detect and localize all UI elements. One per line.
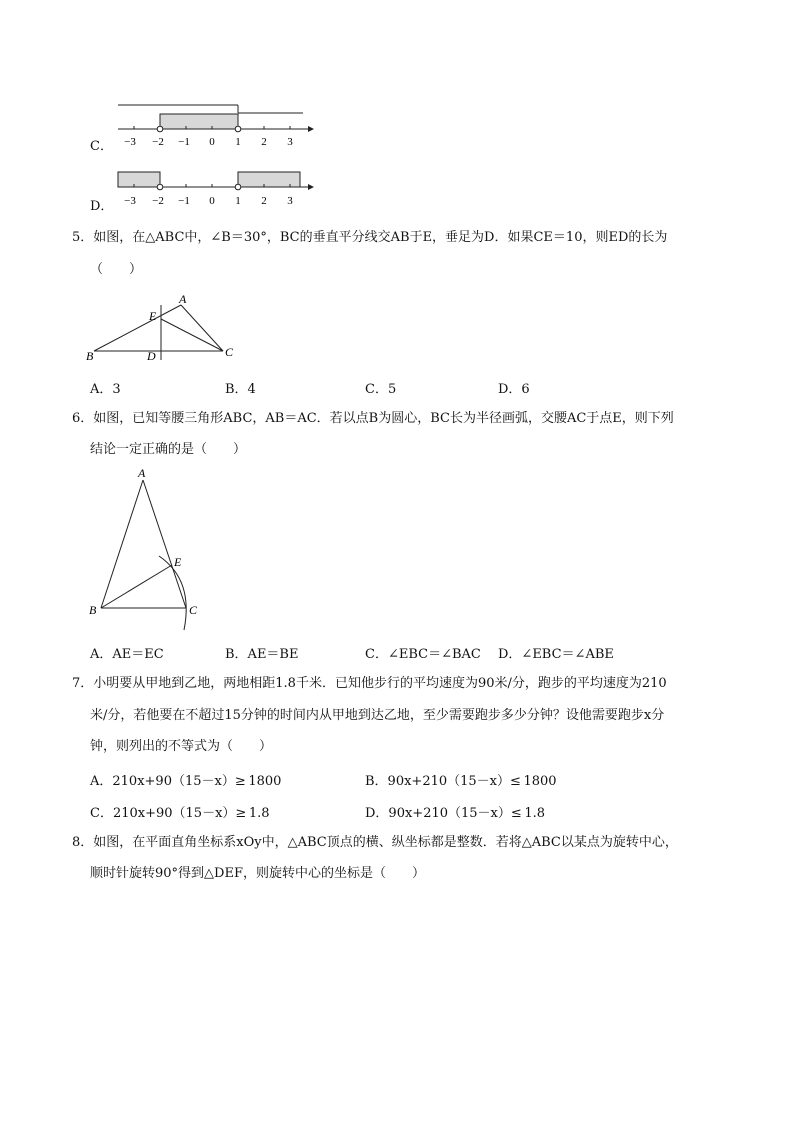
q7-option-a[interactable]: A．210x+90（15－x）≥ 1800 bbox=[90, 774, 282, 789]
q5-option-b[interactable]: B．4 bbox=[225, 382, 256, 397]
q8-stem-line2: 顺时针旋转90°得到△DEF，则旋转中心的坐标是（ ） bbox=[90, 866, 425, 881]
q7-option-c[interactable]: C．210x+90（15－x）≥ 1.8 bbox=[90, 806, 270, 821]
label-C: C bbox=[189, 603, 198, 617]
tick-label: 1 bbox=[235, 136, 241, 148]
option-c-open-point-neg2 bbox=[157, 126, 163, 132]
q6-stem-line2: 结论一定正确的是（ ） bbox=[90, 442, 247, 457]
label-E: E bbox=[149, 309, 157, 323]
label-C: C bbox=[225, 345, 234, 359]
tick-label: 0 bbox=[209, 136, 215, 148]
q6-stem-line1: 6．如图，已知等腰三角形ABC，AB＝AC．若以点B为圆心，BC长为半径画弧，交腰AC于点E，则下列 bbox=[72, 411, 674, 426]
q6-option-b[interactable]: B．AE＝BE bbox=[225, 647, 299, 662]
tick-label: 0 bbox=[209, 195, 215, 207]
option-c-arrow bbox=[308, 126, 314, 132]
segment-AB bbox=[101, 480, 143, 608]
segment-AC bbox=[143, 480, 186, 608]
q5-stem-line2: （ ） bbox=[90, 262, 143, 277]
q5-option-d[interactable]: D．6 bbox=[498, 382, 530, 397]
option-d-shaded-right bbox=[238, 172, 300, 187]
tick-label: 2 bbox=[261, 195, 267, 207]
option-d-shaded-left bbox=[118, 172, 160, 187]
q5-stem-line1: 5．如图，在△ABC中，∠B＝30°，BC的垂直平分线交AB于E，垂足为D．如果CE＝10，则ED的长为 bbox=[72, 230, 668, 245]
segment-EC bbox=[161, 319, 223, 351]
q6-figure bbox=[86, 462, 216, 634]
label-D: D bbox=[147, 349, 156, 363]
q4-option-d-numberline bbox=[110, 165, 320, 211]
option-c-open-point-1 bbox=[235, 126, 241, 132]
q4-option-c-numberline bbox=[110, 98, 320, 154]
segment-BA bbox=[94, 305, 181, 351]
tick-label: −3 bbox=[124, 195, 136, 207]
q7-option-b[interactable]: B．90x+210（15－x）≤ 1800 bbox=[365, 774, 557, 789]
option-d-open-point-1 bbox=[235, 184, 241, 190]
option-d-open-point-neg2 bbox=[157, 184, 163, 190]
q4-option-d-label: D． bbox=[90, 199, 114, 214]
label-E: E bbox=[174, 555, 182, 569]
label-B: B bbox=[89, 603, 97, 617]
tick-label: 3 bbox=[287, 136, 293, 148]
q7-stem-line1: 7．小明要从甲地到乙地，两地相距1.8千米．已知他步行的平均速度为90米/分，跑步的平均速度为210 bbox=[72, 676, 667, 691]
tick-label: 3 bbox=[287, 195, 293, 207]
tick-label: 1 bbox=[235, 195, 241, 207]
tick-label: −1 bbox=[178, 195, 190, 207]
q6-option-d[interactable]: D．∠EBC＝∠ABE bbox=[498, 647, 614, 662]
q5-figure bbox=[86, 290, 246, 366]
q6-option-c[interactable]: C．∠EBC＝∠BAC bbox=[365, 647, 481, 662]
segment-BE bbox=[101, 565, 172, 608]
tick-label: −2 bbox=[152, 136, 164, 148]
q4-option-c-label: C． bbox=[90, 139, 113, 154]
label-A: A bbox=[138, 466, 146, 480]
tick-label: −1 bbox=[178, 136, 190, 148]
tick-label: −3 bbox=[124, 136, 136, 148]
label-B: B bbox=[86, 349, 94, 363]
tick-label: 2 bbox=[261, 136, 267, 148]
option-d-arrow bbox=[308, 184, 314, 190]
tick-label: −2 bbox=[152, 195, 164, 207]
q5-option-a[interactable]: A．3 bbox=[90, 382, 121, 397]
q8-stem-line1: 8．如图，在平面直角坐标系xOy中，△ABC顶点的横、纵坐标都是整数．若将△ABC以某点为旋转中心， bbox=[72, 835, 678, 850]
option-c-shaded-region bbox=[160, 114, 238, 129]
segment-AC bbox=[181, 305, 223, 351]
q6-option-a[interactable]: A．AE＝EC bbox=[90, 647, 164, 662]
q7-stem-line2: 米/分，若他要在不超过15分钟的时间内从甲地到达乙地，至少需要跑步多少分钟？设他需要跑步x分 bbox=[90, 708, 665, 723]
label-A: A bbox=[179, 292, 187, 306]
q7-stem-line3: 钟，则列出的不等式为（ ） bbox=[90, 739, 273, 754]
q7-option-d[interactable]: D．90x+210（15－x）≤ 1.8 bbox=[365, 806, 546, 821]
q5-option-c[interactable]: C．5 bbox=[365, 382, 397, 397]
